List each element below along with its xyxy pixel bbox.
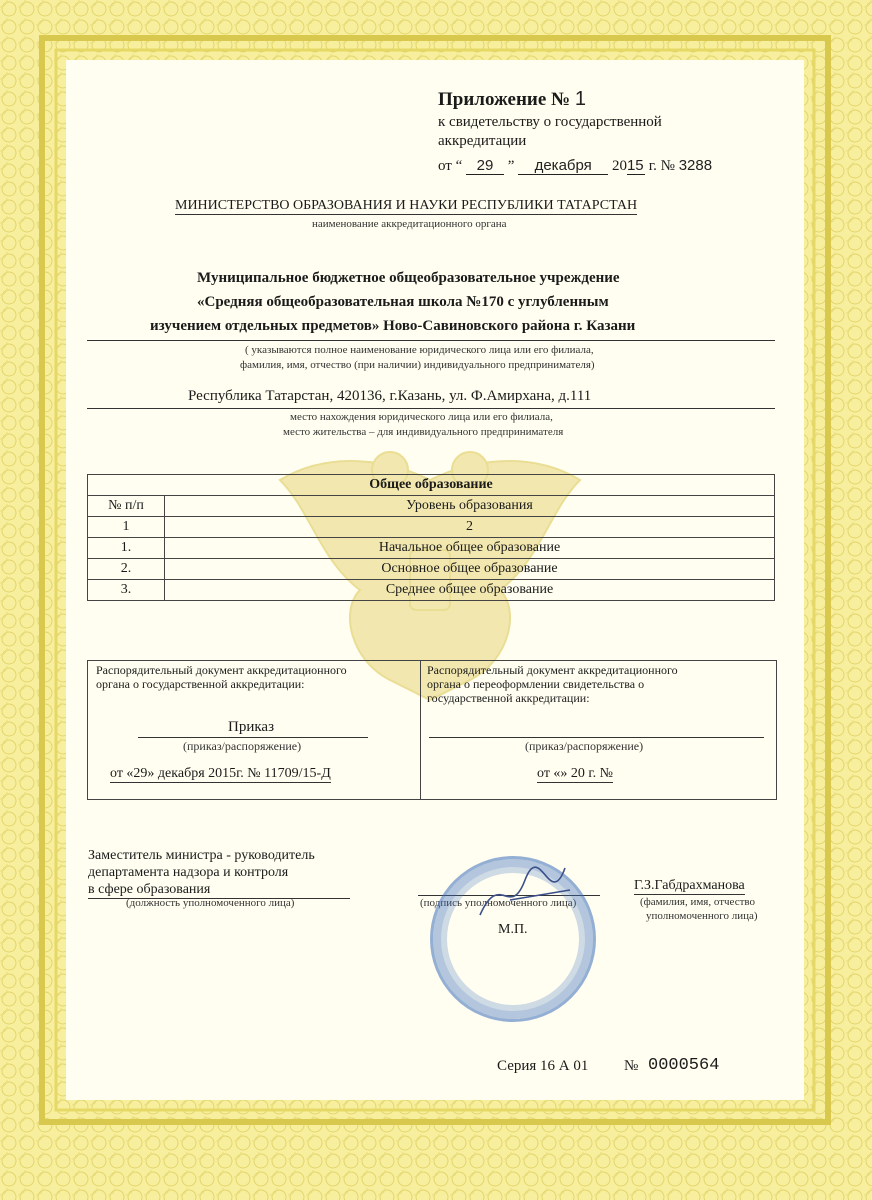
- left-type-rule: [138, 737, 368, 738]
- series-number-sign: №: [624, 1058, 639, 1074]
- number-label: г. №: [648, 158, 675, 174]
- signatory-name: Г.З.Габдрахманова: [634, 878, 745, 893]
- table-title-row: [88, 475, 775, 496]
- left-document-type: Приказ: [228, 719, 275, 735]
- table-title: Общее образование: [88, 475, 775, 496]
- right-header-2: органа о переоформлении свидетельства о: [427, 677, 645, 691]
- signatory-position-1: Заместитель министра - руководитель: [88, 848, 315, 863]
- reissue-order-column: [421, 661, 776, 799]
- ministry-caption: наименование аккредитационного органа: [312, 218, 507, 230]
- left-header-2: органа о государственной аккредитации:: [96, 677, 305, 691]
- row-level: Основное общее образование: [165, 559, 775, 580]
- organization-caption-2: фамилия, имя, отчество (при наличии) индивидуального предпринимателя): [240, 359, 595, 371]
- date-day: 29: [466, 157, 504, 175]
- ministry-name: МИНИСТЕРСТВО ОБРАЗОВАНИЯ И НАУКИ РЕСПУБЛИКИ ТАТАРСТАН: [175, 198, 638, 213]
- table-row: [88, 559, 775, 580]
- column-index-2: 2: [165, 517, 775, 538]
- signatory-position-2: департамента надзора и контроля: [88, 865, 289, 880]
- name-caption-2: уполномоченного лица): [646, 910, 758, 922]
- row-number: 1.: [88, 538, 165, 559]
- table-row: [88, 580, 775, 601]
- right-header-3: государственной аккредитации:: [427, 691, 590, 705]
- row-number: 2.: [88, 559, 165, 580]
- position-caption: (должность уполномоченного лица): [126, 897, 295, 909]
- row-number: 3.: [88, 580, 165, 601]
- column-header-level: Уровень образования: [165, 496, 775, 517]
- seal-mark: М.П.: [498, 922, 528, 937]
- date-year-suffix: 15: [626, 157, 644, 174]
- signature-caption: (подпись уполномоченного лица): [420, 897, 577, 909]
- address-value: Республика Татарстан, 420136, г.Казань, ул. Ф.Амирхана, д.111: [188, 388, 592, 404]
- appendix-number: 1: [574, 88, 586, 110]
- row-level: Среднее общее образование: [165, 580, 775, 601]
- table-header-row: [88, 496, 775, 517]
- administrative-documents-box: [87, 660, 777, 800]
- name-caption-1: (фамилия, имя, отчество: [640, 896, 756, 908]
- organization-line-2: «Средняя общеобразовательная школа №170 с углубленным: [197, 294, 609, 310]
- address-rule: [87, 408, 775, 409]
- table-row: [88, 538, 775, 559]
- right-type-rule: [429, 737, 764, 738]
- row-level: Начальное общее образование: [165, 538, 775, 559]
- series-number: 0000564: [648, 1056, 720, 1075]
- organization-line-3: изучением отдельных предметов» Ново-Савиновского района г. Казани: [150, 318, 636, 334]
- left-type-caption: (приказ/распоряжение): [183, 739, 302, 753]
- organization-line-1: Муниципальное бюджетное общеобразовательное учреждение: [197, 270, 620, 286]
- signatory-position-3: в сфере образования: [88, 882, 350, 899]
- organization-rule: [87, 340, 775, 341]
- appendix-title: [438, 88, 586, 111]
- series-label: Серия 16 А 01: [497, 1058, 589, 1074]
- appendix-line-2: аккредитации: [438, 133, 527, 149]
- left-document-date: от «29» декабря 2015г. № 11709/15-Д: [110, 766, 331, 781]
- appendix-line-1: к свидетельству о государственной: [438, 114, 662, 130]
- organization-caption-1: ( указываются полное наименование юридического лица или его филиала,: [245, 344, 594, 356]
- accreditation-order-column: [88, 661, 421, 799]
- appendix-title-label: Приложение №: [438, 89, 571, 110]
- column-header-number: № п/п: [88, 496, 165, 517]
- date-prefix: от “: [438, 158, 463, 174]
- date-year-prefix: 20: [611, 158, 627, 174]
- date-month: декабря: [518, 157, 608, 175]
- address-caption-2: место жительства – для индивидуального предпринимателя: [283, 426, 564, 438]
- signature-scribble: [470, 860, 580, 930]
- education-levels-table: [87, 474, 775, 601]
- date-quote-close: ”: [507, 158, 515, 174]
- left-header-1: Распорядительный документ аккредитационного: [96, 663, 347, 677]
- right-document-date: от «» 20 г. №: [537, 766, 613, 781]
- table-index-row: [88, 517, 775, 538]
- address-caption-1: место нахождения юридического лица или его филиала,: [290, 411, 553, 423]
- right-header-1: Распорядительный документ аккредитационного: [427, 663, 678, 677]
- right-type-caption: (приказ/распоряжение): [525, 739, 644, 753]
- column-index-1: 1: [88, 517, 165, 538]
- certificate-number: 3288: [678, 157, 713, 174]
- appendix-date-line: [438, 157, 712, 175]
